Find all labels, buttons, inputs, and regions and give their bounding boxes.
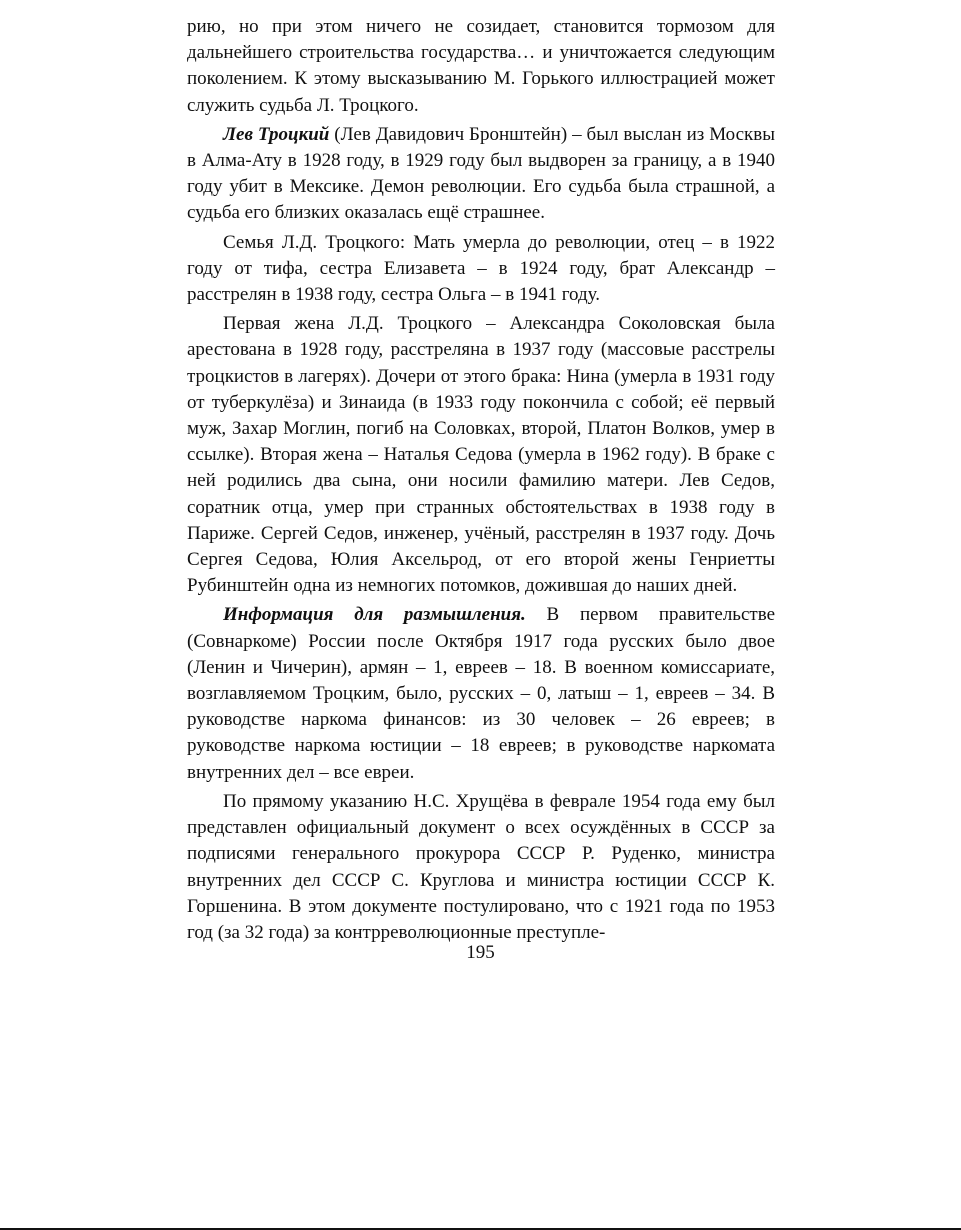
paragraph-2-term: Лев Троцкий bbox=[223, 123, 330, 145]
page-text-block bbox=[187, 14, 775, 949]
paragraph-5-term: Информация для размышления. bbox=[223, 604, 526, 626]
paragraph-1-text: рию, но при этом ничего не созидает, становится тормозом для дальнейшего строительства государства… и уничтожается следующим поколением. К этому высказыванию М. Горького иллюстрацией может служить судьба Л. Троцкого. bbox=[187, 16, 775, 116]
paragraph-4-text: Первая жена Л.Д. Троцкого – Александра Соколовская была арестована в 1928 году, расстреляна в 1937 году (массовые расстрелы троцкистов в лагерях). Дочери от этого брака: Нина (умерла в 1931 году от туберкулёза) и Зинаида (в 1933 году покончила с собой; её первый муж, Захар Моглин, погиб на Соловках, второй, Платон Волков, умер в ссылке). Вторая жена – Наталья Седова (умерла в 1962 году). В браке с ней родились два сына, они носили фамилию матери. Лев Седов, соратник отца, умер при странных обстоятельствах в 1938 году в Париже. Сергей Седов, инженер, учёный, расстрелян в 1937 году. Дочь Сергея Седова, Юлия Аксельрод, от его второй жены Генриетты Рубинштейн одна из немногих потомков, дожившая до наших дней. bbox=[187, 313, 775, 597]
paragraph-5-text: В первом правительстве (Совнаркоме) России после Октября 1917 года русских было двое (Ленин и Чичерин), армян – 1, евреев – 18. В военном комиссариате, возглавляемом Троцким, было, русских – 0, латыш – 1, евреев – 34. В руководстве наркома финансов: из 30 человек – 26 евреев; в руководстве наркома юстиции – 18 евреев; в руководстве наркомата внутренних дел – все евреи. bbox=[187, 604, 776, 783]
paragraph-3 bbox=[187, 230, 775, 309]
paragraph-2-text: (Лев Давидович Бронштейн) – был выслан из Москвы в Алма-Ату в 1928 году, в 1929 году был выдворен за границу, а в 1940 году убит в Мексике. Демон революции. Его судьба была страшной, а судьба его близких оказалась ещё страшнее. bbox=[187, 123, 775, 224]
paragraph-2 bbox=[187, 122, 775, 227]
page-number: 195 bbox=[466, 942, 495, 963]
paragraph-4 bbox=[187, 311, 775, 599]
paragraph-6 bbox=[187, 789, 775, 946]
paragraph-6-text: По прямому указанию Н.С. Хрущёва в феврале 1954 года ему был представлен официальный документ о всех осуждённых в СССР за подписями генерального прокурора СССР Р. Руденко, министра внутренних дел СССР С. Круглова и министра юстиции СССР К. Горшенина. В этом документе постулировано, что с 1921 года по 1953 год (за 32 года) за контрреволюционные преступле- bbox=[187, 790, 775, 943]
paragraph-1 bbox=[187, 14, 775, 119]
paragraph-5 bbox=[187, 602, 775, 785]
paragraph-3-text: Семья Л.Д. Троцкого: Мать умерла до революции, отец – в 1922 году от тифа, сестра Елизавета – в 1924 году, брат Александр – расстрелян в 1938 году, сестра Ольга – в 1941 году. bbox=[187, 231, 775, 306]
